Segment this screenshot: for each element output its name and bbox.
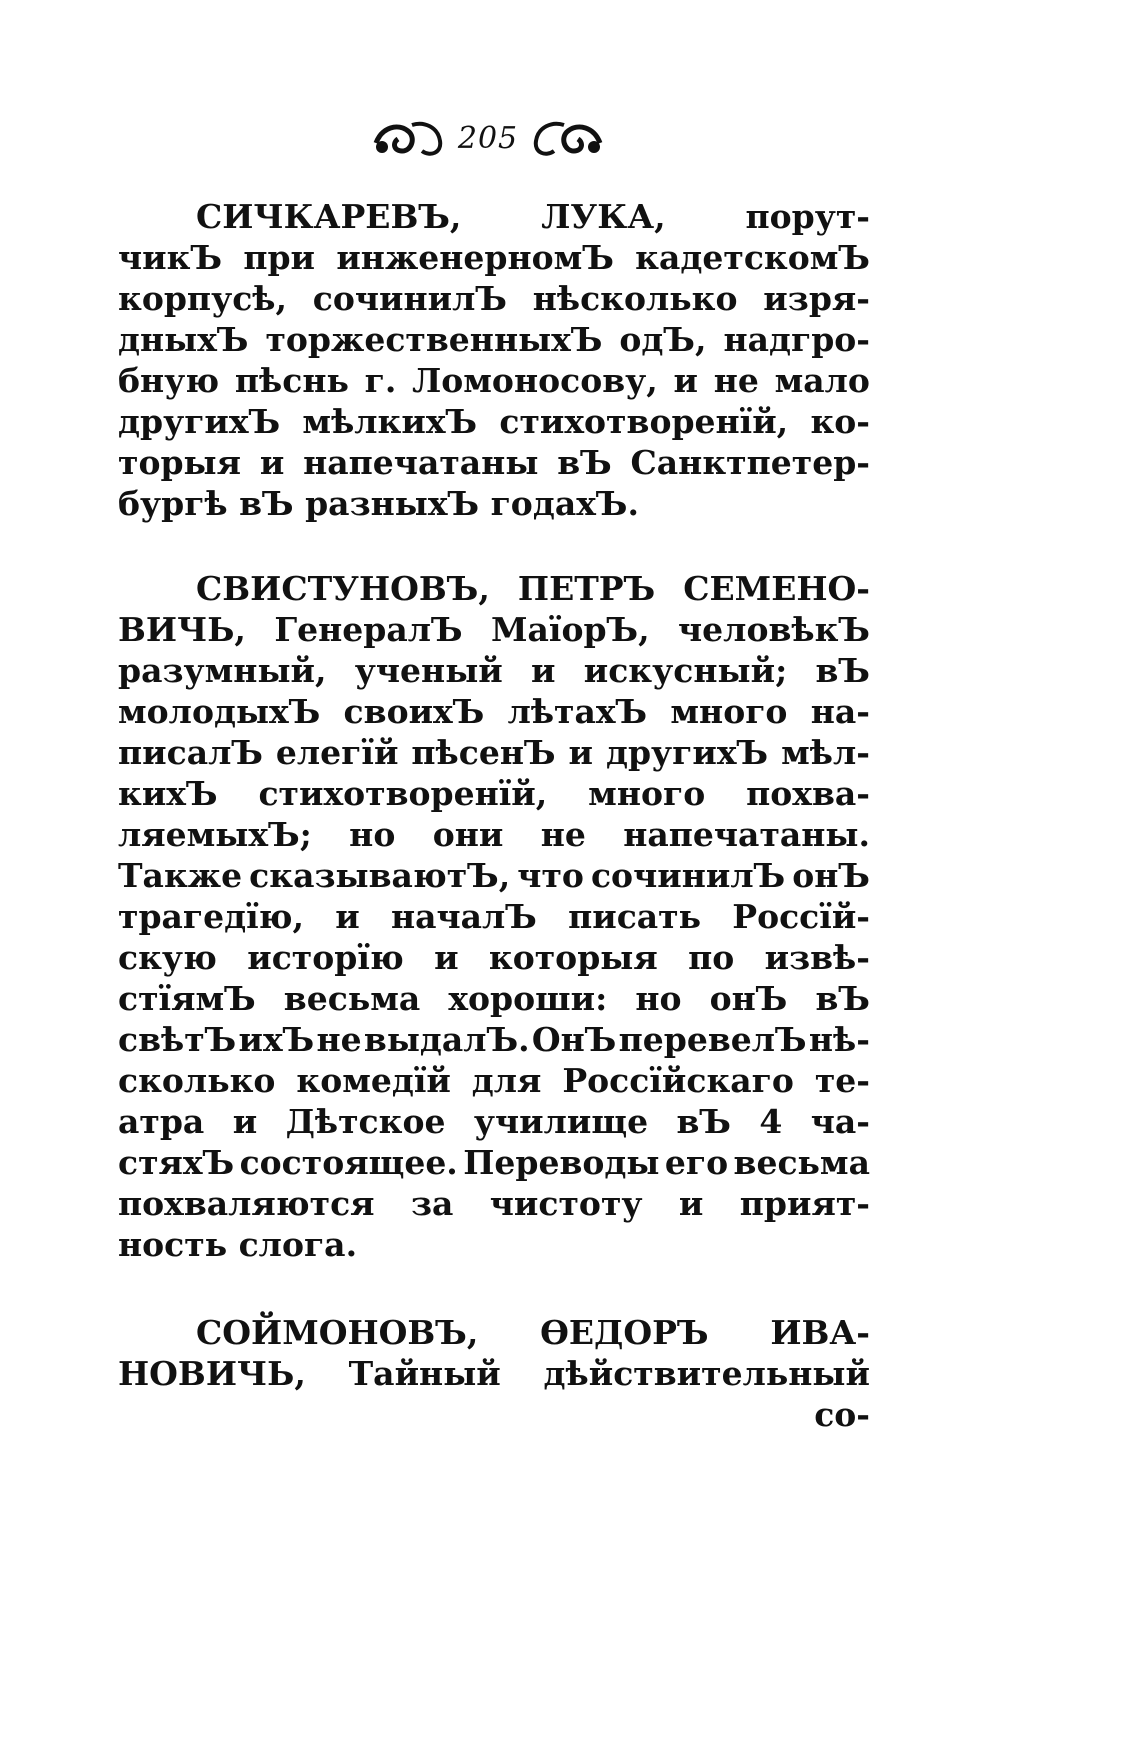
word: надгро- bbox=[723, 320, 870, 359]
word: ЛУКА, bbox=[541, 197, 666, 236]
entry-soymonov bbox=[118, 1312, 870, 1394]
word: и bbox=[673, 361, 698, 400]
word: выдалЪ. bbox=[363, 1020, 530, 1059]
word: пѣснь bbox=[234, 361, 349, 400]
word: мѣлкихЪ bbox=[302, 402, 478, 441]
line-text bbox=[118, 278, 870, 319]
word: извѣ- bbox=[764, 938, 870, 977]
text-line bbox=[118, 1353, 870, 1394]
word: и bbox=[678, 1184, 704, 1223]
text-line bbox=[118, 691, 870, 732]
word: комедїй bbox=[296, 1061, 451, 1100]
word: и bbox=[335, 897, 360, 936]
text-line bbox=[118, 814, 870, 855]
word: дныхЪ bbox=[118, 320, 249, 359]
word: СЕМЕНО- bbox=[683, 569, 870, 608]
word: другихЪ bbox=[118, 402, 281, 441]
text-line bbox=[118, 978, 870, 1019]
word: пѣсенЪ bbox=[411, 733, 556, 772]
line-text: бургѣ вЪ разныхЪ годахЪ. bbox=[118, 484, 639, 523]
word: Также bbox=[118, 856, 243, 895]
line-text bbox=[118, 319, 870, 360]
word: стихотворенїй, bbox=[499, 402, 789, 441]
word: но bbox=[635, 979, 682, 1018]
word: его bbox=[664, 1143, 729, 1182]
line-text bbox=[118, 691, 870, 732]
line-text bbox=[118, 1142, 870, 1183]
word: те- bbox=[814, 1061, 870, 1100]
word: порут- bbox=[745, 197, 870, 236]
text-line bbox=[118, 1394, 870, 1435]
word: чистоту bbox=[489, 1184, 643, 1223]
word: состоящее. bbox=[239, 1143, 458, 1182]
word: при bbox=[243, 238, 316, 277]
word: торжественныхЪ bbox=[265, 320, 603, 359]
word: и bbox=[568, 733, 594, 772]
line-text bbox=[118, 609, 870, 650]
line-text bbox=[118, 1101, 870, 1142]
word: вЪ bbox=[815, 651, 870, 690]
word: весьма bbox=[283, 979, 421, 1018]
word: искусный; bbox=[583, 651, 788, 690]
line-text bbox=[118, 442, 870, 483]
word: похва- bbox=[746, 774, 870, 813]
word: стїямЪ bbox=[118, 979, 256, 1018]
text-line bbox=[118, 1183, 870, 1224]
line-text: ность слога. bbox=[118, 1225, 358, 1264]
word: Тайный bbox=[348, 1354, 501, 1393]
word: кадетскомЪ bbox=[635, 238, 870, 277]
word: похваляются bbox=[118, 1184, 375, 1223]
word: за bbox=[410, 1184, 454, 1223]
line-text bbox=[118, 896, 870, 937]
word: НОВИЧЬ, bbox=[118, 1354, 306, 1393]
catchword bbox=[118, 1394, 870, 1435]
word: Ломоносову, bbox=[412, 361, 658, 400]
word: человѣкЪ bbox=[678, 610, 870, 649]
word: прият- bbox=[739, 1184, 870, 1223]
text-line bbox=[118, 568, 870, 609]
word: Дѣтское bbox=[285, 1102, 446, 1141]
word: по bbox=[688, 938, 735, 977]
word: вЪ bbox=[557, 443, 612, 482]
line-text bbox=[196, 196, 870, 237]
word: ко- bbox=[810, 402, 870, 441]
word: ПЕТРЪ bbox=[517, 569, 656, 608]
line-text bbox=[118, 650, 870, 691]
word: своихЪ bbox=[343, 692, 485, 731]
line-text bbox=[118, 1353, 870, 1394]
word: СВИСТУНОВЪ, bbox=[196, 569, 490, 608]
word: чикЪ bbox=[118, 238, 223, 277]
word: хороши: bbox=[448, 979, 608, 1018]
word: ИВА- bbox=[770, 1313, 870, 1352]
page-number: 205 bbox=[457, 120, 519, 156]
word: другихЪ bbox=[605, 733, 769, 772]
word: свѣтЪ bbox=[118, 1020, 237, 1059]
word: училище bbox=[473, 1102, 649, 1141]
word: исторїю bbox=[247, 938, 404, 977]
text-line bbox=[118, 401, 870, 442]
word: много bbox=[588, 774, 706, 813]
text-line bbox=[118, 896, 870, 937]
word: и bbox=[232, 1102, 258, 1141]
word: стихотворенїй, bbox=[258, 774, 548, 813]
entry-sichkarev bbox=[118, 196, 870, 524]
word: ГенералЪ bbox=[274, 610, 463, 649]
line-text bbox=[196, 1312, 870, 1353]
running-head bbox=[358, 108, 618, 168]
word: писать bbox=[568, 897, 702, 936]
line-text bbox=[118, 360, 870, 401]
text-line bbox=[118, 855, 870, 896]
text-line bbox=[118, 1101, 870, 1142]
line-text bbox=[118, 773, 870, 814]
word: разумный, bbox=[118, 651, 327, 690]
word: вЪ bbox=[676, 1102, 731, 1141]
word: молодыхЪ bbox=[118, 692, 321, 731]
text-line bbox=[118, 937, 870, 978]
word: нѣ- bbox=[808, 1020, 870, 1059]
word: бную bbox=[118, 361, 220, 400]
text-line bbox=[118, 442, 870, 483]
word: сочинилЪ bbox=[590, 856, 786, 895]
text-line bbox=[118, 1312, 870, 1353]
word: торыя bbox=[118, 443, 241, 482]
word: ученый bbox=[354, 651, 503, 690]
word: ВИЧЬ, bbox=[118, 610, 246, 649]
word: ѲЕДОРЪ bbox=[540, 1313, 709, 1352]
text-line bbox=[118, 1224, 870, 1265]
word: для bbox=[471, 1061, 542, 1100]
word: сказываютЪ, bbox=[249, 856, 511, 895]
text-line bbox=[118, 650, 870, 691]
word: мѣл- bbox=[781, 733, 870, 772]
entry-svistunov bbox=[118, 568, 870, 1265]
word: перевелЪ bbox=[618, 1020, 807, 1059]
line-text bbox=[196, 568, 870, 609]
word: что bbox=[517, 856, 584, 895]
word: много bbox=[670, 692, 788, 731]
word: одЪ, bbox=[619, 320, 707, 359]
line-text bbox=[118, 732, 870, 773]
word: ОнЪ bbox=[531, 1020, 617, 1059]
word: Россїй- bbox=[732, 897, 870, 936]
word: не bbox=[540, 815, 586, 854]
word: корпусѣ, bbox=[118, 279, 287, 318]
text-line bbox=[118, 237, 870, 278]
word: Россїйскаго bbox=[562, 1061, 794, 1100]
text-line bbox=[118, 1142, 870, 1183]
word: елегїй bbox=[275, 733, 399, 772]
text-line bbox=[118, 278, 870, 319]
word: сколько bbox=[118, 1061, 276, 1100]
line-text bbox=[118, 1183, 870, 1224]
text-line bbox=[118, 483, 870, 524]
text-line bbox=[118, 1019, 870, 1060]
word: писалЪ bbox=[118, 733, 263, 772]
word: лѣтахЪ bbox=[507, 692, 648, 731]
word: и bbox=[259, 443, 285, 482]
word: напечатаны. bbox=[623, 815, 870, 854]
word: онЪ bbox=[792, 856, 870, 895]
word: ча- bbox=[810, 1102, 870, 1141]
word: ляемыхЪ; bbox=[118, 815, 312, 854]
word: на- bbox=[810, 692, 870, 731]
word: не bbox=[316, 1020, 362, 1059]
word: сочинилЪ bbox=[312, 279, 507, 318]
word: и bbox=[434, 938, 459, 977]
word: нѣсколько bbox=[532, 279, 738, 318]
word: дѣйствительный bbox=[543, 1354, 870, 1393]
text-line bbox=[118, 360, 870, 401]
word: инженерномЪ bbox=[336, 238, 614, 277]
left-ornament-icon bbox=[368, 113, 448, 163]
line-text bbox=[118, 978, 870, 1019]
word: которыя bbox=[488, 938, 658, 977]
word: скую bbox=[118, 938, 217, 977]
word: кихЪ bbox=[118, 774, 218, 813]
word: они bbox=[432, 815, 504, 854]
text-line bbox=[118, 609, 870, 650]
word: МаїорЪ, bbox=[491, 610, 650, 649]
word: атра bbox=[118, 1102, 205, 1141]
word: Санктпетер- bbox=[630, 443, 870, 482]
word: онЪ bbox=[709, 979, 788, 1018]
text-line bbox=[118, 319, 870, 360]
word: вЪ bbox=[815, 979, 870, 1018]
text-line bbox=[118, 196, 870, 237]
text-line bbox=[118, 1060, 870, 1101]
line-text bbox=[118, 1019, 870, 1060]
text-line bbox=[118, 732, 870, 773]
line-text bbox=[118, 237, 870, 278]
word: напечатаны bbox=[303, 443, 539, 482]
line-text bbox=[118, 937, 870, 978]
word: СИЧКАРЕВЪ, bbox=[196, 197, 462, 236]
line-text bbox=[118, 401, 870, 442]
word: Переводы bbox=[463, 1143, 660, 1182]
word: изря- bbox=[763, 279, 870, 318]
word: но bbox=[349, 815, 396, 854]
catchword-text: со- bbox=[814, 1395, 870, 1434]
line-text bbox=[118, 1060, 870, 1101]
word: трагедїю, bbox=[118, 897, 304, 936]
word: 4 bbox=[759, 1102, 783, 1141]
word: стяхЪ bbox=[118, 1143, 235, 1182]
word: и bbox=[531, 651, 556, 690]
word: не bbox=[713, 361, 759, 400]
text-line bbox=[118, 773, 870, 814]
word: мало bbox=[774, 361, 870, 400]
word: ихЪ bbox=[238, 1020, 315, 1059]
right-ornament-icon bbox=[528, 113, 608, 163]
line-text bbox=[118, 814, 870, 855]
line-text bbox=[118, 855, 870, 896]
word: началЪ bbox=[390, 897, 537, 936]
word: СОЙМОНОВЪ, bbox=[196, 1313, 479, 1352]
word: г. bbox=[364, 361, 397, 400]
word: весьма bbox=[733, 1143, 870, 1182]
